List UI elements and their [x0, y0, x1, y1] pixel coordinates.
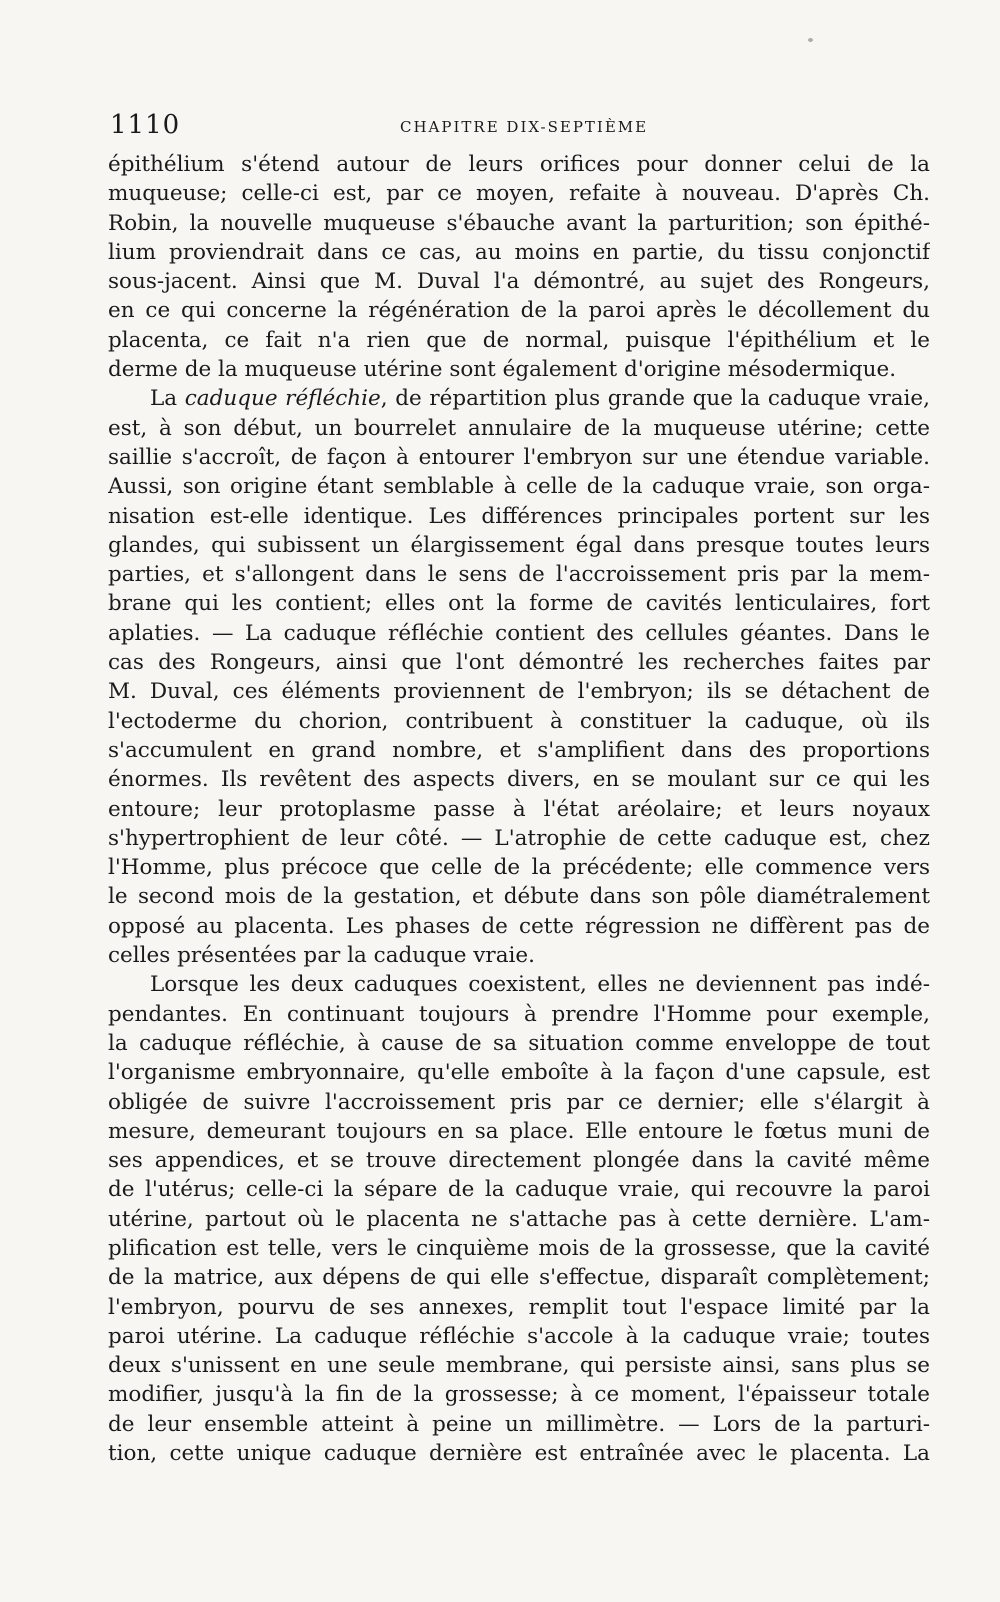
text-line: plification est telle, vers le cinquième mois de la grossesse, que la cavité: [108, 1235, 930, 1261]
text-line: deux s'unissent en une seule membrane, qui persiste ainsi, sans plus se: [108, 1353, 930, 1379]
text-line: entoure; leur protoplasme passe à l'état aréolaire; et leurs noyaux: [108, 796, 930, 822]
text-segment: La: [150, 386, 185, 412]
text-line: M. Duval, ces éléments proviennent de l'embryon; ils se détachent de: [108, 679, 930, 705]
text-line: l'embryon, pourvu de ses annexes, remplit tout l'espace limité par la: [108, 1294, 930, 1320]
paper-speck: [808, 38, 813, 42]
text-line: glandes, qui subissent un élargissement égal dans presque toutes leurs: [108, 532, 930, 558]
text-line: ses appendices, et se trouve directement plongée dans la cavité même: [108, 1148, 930, 1174]
text-line: Aussi, son origine étant semblable à celle de la caduque vraie, son orga-: [108, 474, 930, 500]
text-line: l'organisme embryonnaire, qu'elle emboîte à la façon d'une capsule, est: [108, 1060, 930, 1086]
text-line: pendantes. En continuant toujours à prendre l'Homme pour exemple,: [108, 1001, 930, 1027]
text-line: utérine, partout où le placenta ne s'attache pas à cette dernière. L'am-: [108, 1206, 930, 1232]
text-line: énormes. Ils revêtent des aspects divers, en se moulant sur ce qui les: [108, 767, 930, 793]
text-line: Lorsque les deux caduques coexistent, elles ne deviennent pas indé-: [150, 972, 930, 998]
text-line: derme de la muqueuse utérine sont également d'origine mésodermique.: [108, 357, 897, 383]
text-line: s'accumulent en grand nombre, et s'amplifient dans des proportions: [108, 737, 930, 763]
text-line: en ce qui concerne la régénération de la paroi après le décollement du: [108, 298, 930, 324]
text-line: placenta, ce fait n'a rien que de normal, puisque l'épithélium et le: [108, 327, 930, 353]
text-line: de la matrice, aux dépens de qui elle s'effectue, disparaît complètement;: [108, 1265, 930, 1291]
text-line: Robin, la nouvelle muqueuse s'ébauche avant la parturition; son épithé-: [108, 210, 930, 236]
running-head: CHAPITRE DIX-SEPTIÈME: [400, 118, 649, 136]
text-line: modifier, jusqu'à la fin de la grossesse; à ce moment, l'épaisseur totale: [108, 1382, 930, 1408]
page-header: [110, 110, 930, 140]
text-line: sous-jacent. Ainsi que M. Duval l'a démontré, au sujet des Rongeurs,: [108, 269, 930, 295]
text-line: le second mois de la gestation, et débute dans son pôle diamétralement: [108, 884, 930, 910]
text-segment: , de répartition plus grande que la caduque vraie,: [380, 386, 930, 412]
text-line: obligée de suivre l'accroissement pris par ce dernier; elle s'élargit à: [108, 1089, 930, 1115]
text-line: l'Homme, plus précoce que celle de la précédente; elle commence vers: [108, 855, 930, 881]
text-line: brane qui les contient; elles ont la forme de cavités lenticulaires, fort: [108, 591, 930, 617]
text-line: de leur ensemble atteint à peine un millimètre. — Lors de la parturi-: [108, 1411, 930, 1437]
text-line: l'ectoderme du chorion, contribuent à constituer la caduque, où ils: [108, 708, 930, 734]
text-line: de l'utérus; celle-ci la sépare de la caduque vraie, qui recouvre la paroi: [108, 1177, 930, 1203]
text-line: lium proviendrait dans ce cas, au moins en partie, du tissu conjonctif: [108, 239, 930, 265]
text-line: aplaties. — La caduque réfléchie contient des cellules géantes. Dans le: [108, 620, 930, 646]
body-text: [108, 150, 930, 1468]
text-line: mesure, demeurant toujours en sa place. Elle entoure le fœtus muni de: [108, 1118, 930, 1144]
text-line: muqueuse; celle-ci est, par ce moyen, refaite à nouveau. D'après Ch.: [108, 181, 930, 207]
text-line: parties, et s'allongent dans le sens de l'accroissement pris par la mem-: [108, 562, 930, 588]
italic-term: caduque réfléchie: [184, 386, 381, 412]
page-number: 1110: [110, 110, 181, 140]
text-line: celles présentées par la caduque vraie.: [108, 943, 535, 969]
text-line: paroi utérine. La caduque réfléchie s'accole à la caduque vraie; toutes: [108, 1323, 930, 1349]
text-line: cas des Rongeurs, ainsi que l'ont démontré les recherches faites par: [108, 650, 930, 676]
text-line: opposé au placenta. Les phases de cette régression ne diffèrent pas de: [108, 913, 930, 939]
text-line: épithélium s'étend autour de leurs orifices pour donner celui de la: [108, 152, 930, 177]
text-line: la caduque réfléchie, à cause de sa situation comme enveloppe de tout: [108, 1030, 930, 1056]
text-line: nisation est-elle identique. Les différences principales portent sur les: [108, 503, 930, 529]
text-line: saillie s'accroît, de façon à entourer l'embryon sur une étendue variable.: [108, 444, 930, 470]
text-line: [108, 384, 930, 413]
text-line: tion, cette unique caduque dernière est entraînée avec le placenta. La: [108, 1441, 930, 1467]
text-line: s'hypertrophient de leur côté. — L'atrophie de cette caduque est, chez: [108, 825, 930, 851]
text-line: est, à son début, un bourrelet annulaire de la muqueuse utérine; cette: [108, 415, 930, 441]
